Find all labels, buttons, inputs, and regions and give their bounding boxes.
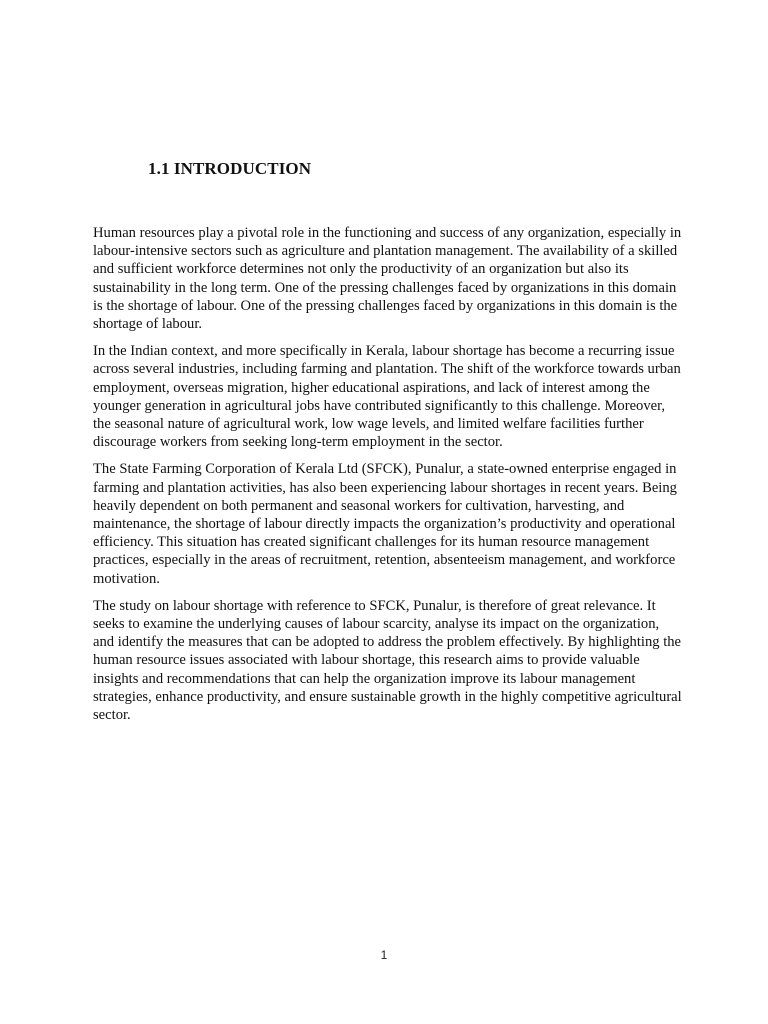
paragraph-4: The study on labour shortage with reference to SFCK, Punalur, is therefore of great relevance. It seeks to examine the underlying causes of labour scarcity, analyse its impact on the organization, and identify the measures that can be adopted to address the problem effectively. By highlighting the human resource issues associated with labour shortage, this research aims to provide valuable insights and recommendations that can help the organization improve its labour management strategies, enhance productivity, and ensure sustainable growth in the highly competitive agricultural sector. [93,597,682,724]
paragraph-2: In the Indian context, and more specifically in Kerala, labour shortage has become a recurring issue across several industries, including farming and plantation. The shift of the workforce towards urban employment, overseas migration, higher educational aspirations, and lack of interest among the younger generation in agricultural jobs have contributed significantly to this challenge. Moreover, the seasonal nature of agricultural work, low wage levels, and limited welfare facilities further discourage workers from seeking long-term employment in the sector. [93,343,681,451]
page-number: 1 [380,948,388,962]
paragraph-1: Human resources play a pivotal role in the functioning and success of any organization, especially in labour-intensive sectors such as agriculture and plantation management. The availability of a skilled and sufficient workforce determines not only the productivity of an organization but also its sustainability in the long term. One of the pressing challenges faced by organizations in this domain is the shortage of labour. One of the pressing challenges faced by organizations in this domain is the shortage of labour. [93,225,682,333]
section-heading: 1.1 INTRODUCTION [148,159,312,178]
paragraph-3: The State Farming Corporation of Kerala Ltd (SFCK), Punalur, a state-owned enterprise engaged in farming and plantation activities, has also been experiencing labour shortages in recent years. Being heavily dependent on both permanent and seasonal workers for cultivation, harvesting, and maintenance, the shortage of labour directly impacts the organization’s productivity and operational efficiency. This situation has created significant challenges for its human resource management practices, especially in the areas of recruitment, retention, absenteeism management, and workforce motivation. [93,461,677,587]
body-text [93,224,683,733]
